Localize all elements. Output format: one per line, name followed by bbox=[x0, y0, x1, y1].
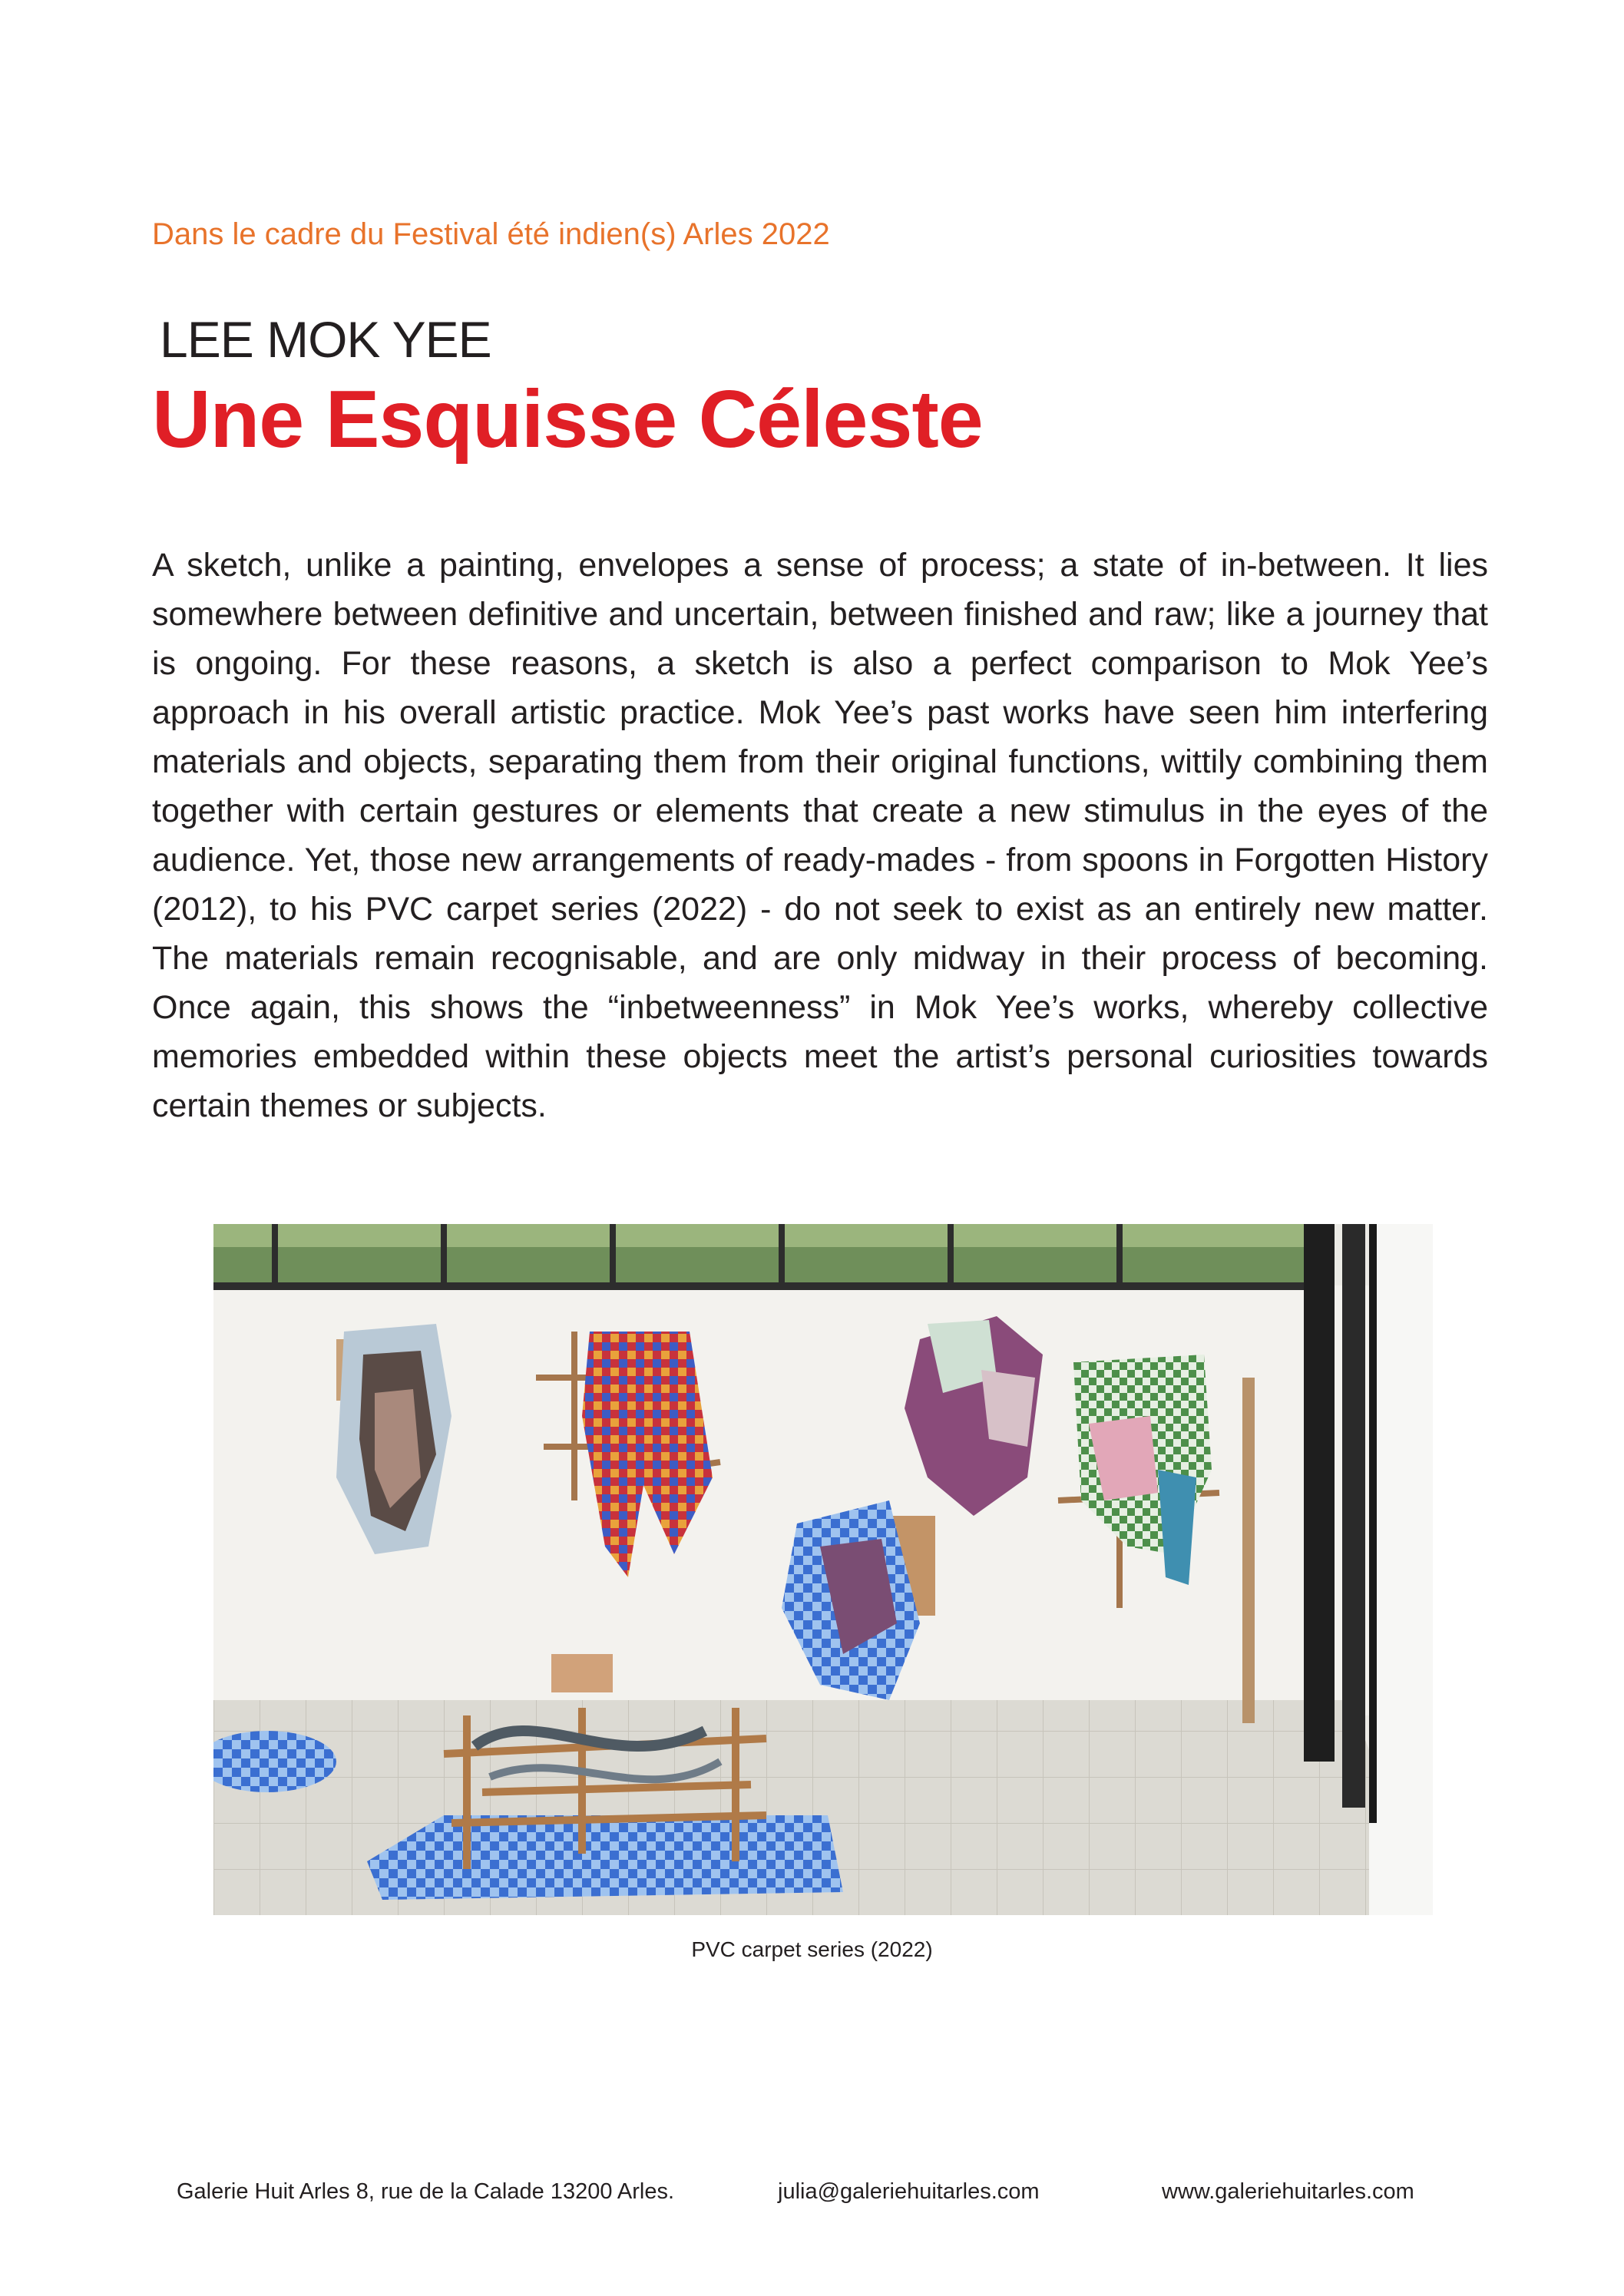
footer-email-link[interactable]: julia@galeriehuitarles.com bbox=[778, 2179, 1040, 2204]
exhibition-photo bbox=[213, 1224, 1433, 1915]
footer-address: Galerie Huit Arles 8, rue de la Calade 13200 Arles. bbox=[177, 2179, 675, 2204]
photo-caption: PVC carpet series (2022) bbox=[691, 1937, 933, 1961]
artist-name: LEE MOK YEE bbox=[160, 311, 491, 368]
footer-website-link[interactable]: www.galeriehuitarles.com bbox=[1162, 2179, 1414, 2204]
body-paragraph: A sketch, unlike a painting, envelopes a sense of process; a state of in-between. It lies somewhere between definitive and uncertain, between finished and raw; like a journey that is ongoing. For these reasons, a sketch is also a perfect comparison to Mok Yee’s approach in his overall artistic practice. Mok Yee’s past works have seen him interfering materials and objects, separating them from their original functions, wittily combining them together with certain gestures or elements that create a new stimulus in the eyes of the audience. Yet, those new arrangements of ready-mades - from spoons in Forgotten History (2012), to his PVC carpet series (2022) - do not seek to exist as an entirely new matter. The materials remain recognisable, and are only midway in their process of becoming. Once again, this shows the “inbetweenness” in Mok Yee’s works, whereby collective memories embedded within these objects meet the artist’s personal curiosities towards certain themes or subjects. bbox=[152, 547, 1488, 1124]
exhibition-title: Une Esquisse Céleste bbox=[152, 374, 983, 465]
festival-subtitle: Dans le cadre du Festival été indien(s) Arles 2022 bbox=[152, 217, 830, 251]
